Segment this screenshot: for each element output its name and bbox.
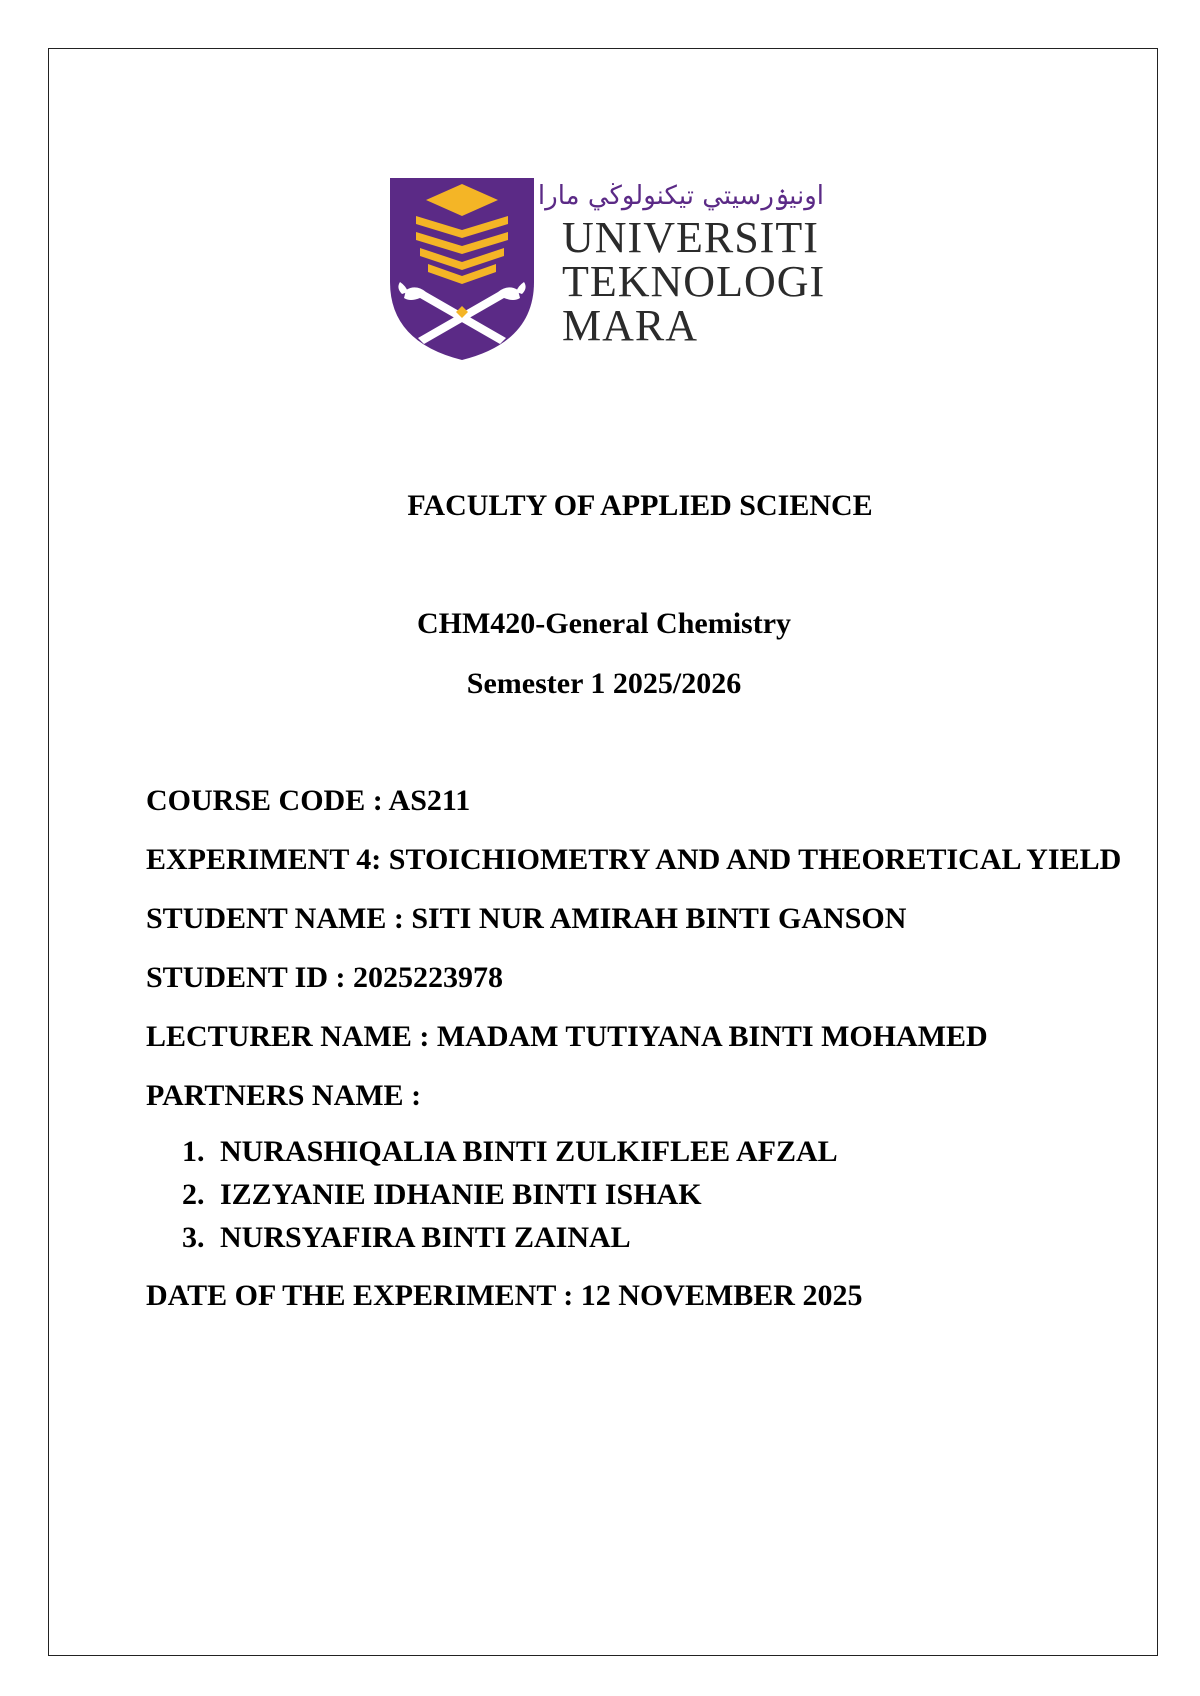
logo-line-teknologi: TEKNOLOGI (562, 257, 826, 306)
crest-shield-icon (390, 178, 534, 360)
list-item (182, 1216, 1136, 1259)
list-number: 1. (182, 1135, 205, 1168)
university-logo (386, 172, 826, 362)
faculty-heading: FACULTY OF APPLIED SCIENCE (407, 489, 873, 522)
partners-list (146, 1130, 1136, 1259)
list-number: 2. (182, 1178, 205, 1211)
lecturer-name: LECTURER NAME : MADAM TUTIYANA BINTI MOHAMED (146, 1020, 988, 1053)
list-number: 3. (182, 1221, 205, 1254)
report-details (146, 780, 1136, 1334)
partner-name: NURSYAFIRA BINTI ZAINAL (220, 1221, 631, 1254)
experiment-date: DATE OF THE EXPERIMENT : 12 NOVEMBER 2025 (146, 1279, 863, 1312)
course-title: CHM420-General Chemistry (416, 607, 792, 640)
course-code: COURSE CODE : AS211 (146, 784, 471, 817)
partner-name: IZZYANIE IDHANIE BINTI ISHAK (220, 1178, 702, 1211)
partners-label: PARTNERS NAME : (146, 1079, 422, 1112)
semester: Semester 1 2025/2026 (466, 667, 742, 700)
experiment-title: EXPERIMENT 4: STOICHIOMETRY AND AND THEORETICAL YIELD (146, 843, 1122, 876)
list-item (182, 1130, 1136, 1173)
student-id: STUDENT ID : 2025223978 (146, 961, 503, 994)
logo-line-mara: MARA (562, 301, 699, 350)
logo-jawi-text: اونيۏرسيتي تيكنولوڬي مارا (537, 181, 824, 211)
list-item (182, 1173, 1136, 1216)
university-logo-graphic (386, 172, 826, 362)
partner-name: NURASHIQALIA BINTI ZULKIFLEE AFZAL (220, 1135, 838, 1168)
logo-line-universiti: UNIVERSITI (562, 213, 819, 262)
student-name: STUDENT NAME : SITI NUR AMIRAH BINTI GANSON (146, 902, 907, 935)
